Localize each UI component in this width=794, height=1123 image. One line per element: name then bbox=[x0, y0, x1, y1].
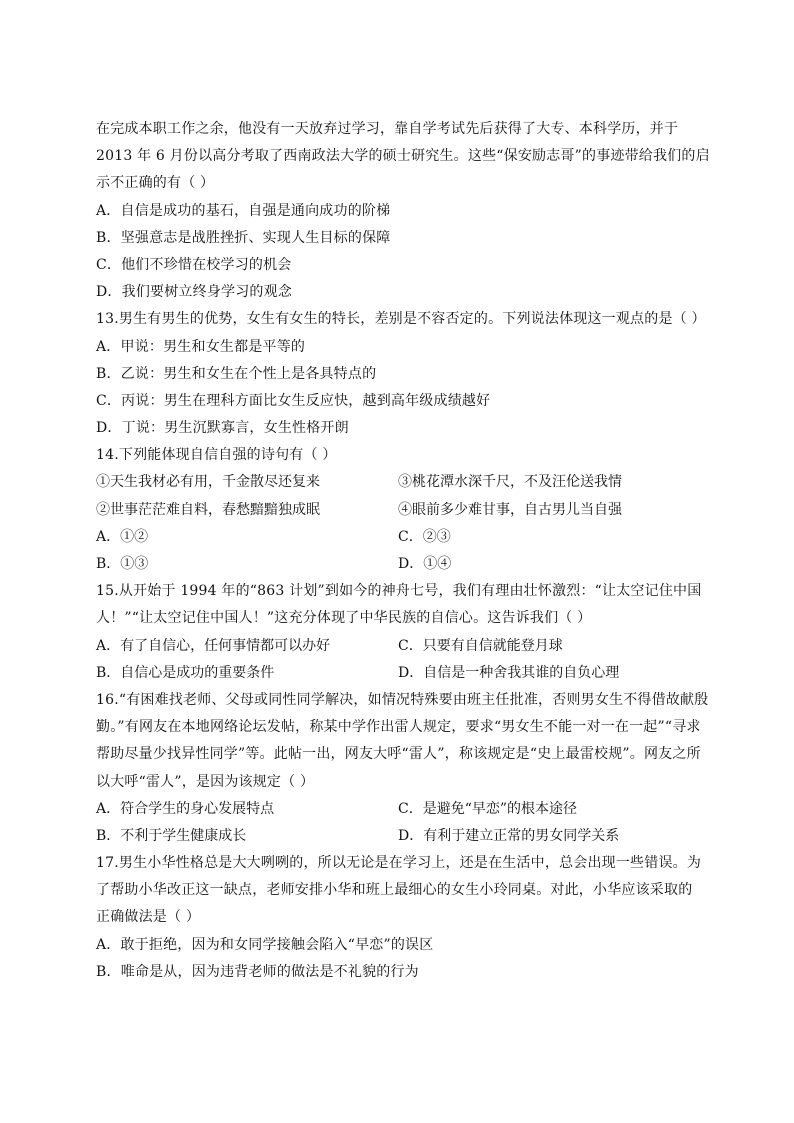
question-stem: 正确做法是（ ） bbox=[96, 909, 201, 926]
option-row bbox=[96, 823, 700, 850]
passage-line: 在完成本职工作之余，他没有一天放弃过学习，靠自学考试先后获得了大专、本科学历，并于 bbox=[96, 121, 679, 137]
poem-line: ③桃花潭水深千尺，不及汪伦送我情 bbox=[398, 474, 622, 491]
poem-row bbox=[96, 469, 700, 496]
question-15 bbox=[96, 578, 700, 687]
option-a: A．自信是成功的基石，自强是通向成功的阶梯 bbox=[96, 202, 391, 219]
option-c: C．只要有自信就能登月球 bbox=[398, 637, 563, 654]
intro-passage bbox=[96, 116, 710, 306]
option-d: D．自信是一种舍我其谁的自负心理 bbox=[398, 664, 620, 681]
question-stem: 14.下列能体现自信自强的诗句有（ ） bbox=[96, 447, 337, 464]
question-stem: 13.男生有男生的优势，女生有女生的特长，差别是不容否定的。下列说法体现这一观点的是（ ） bbox=[96, 311, 706, 328]
option-b: B．不利于学生健康成长 bbox=[96, 827, 247, 844]
question-14 bbox=[96, 442, 700, 578]
option-d: D．丁说：男生沉默寡言，女生性格开朗 bbox=[96, 420, 349, 437]
option-b: B．唯命是从，因为违背老师的做法是不礼貌的行为 bbox=[96, 963, 419, 980]
question-stem: 了帮助小华改正这一缺点，老师安排小华和班上最细心的女生小玲同桌。对此，小华应该采取的 bbox=[96, 882, 693, 899]
option-c: C．他们不珍惜在校学习的机会 bbox=[96, 256, 292, 273]
exam-page bbox=[96, 116, 710, 986]
option-d: D．①④ bbox=[398, 556, 452, 572]
option-row bbox=[96, 660, 700, 687]
option-b: B．①③ bbox=[96, 556, 149, 572]
passage-line: 示不正确的有（ ） bbox=[96, 175, 215, 192]
question-stem: 17.男生小华性格总是大大咧咧的，所以无论是在学习上，还是在生活中，总会出现一些错误。为 bbox=[96, 855, 702, 872]
option-a: A．甲说：男生和女生都是平等的 bbox=[96, 338, 306, 355]
option-d: D．有利于建立正常的男女同学关系 bbox=[398, 827, 620, 844]
poem-row bbox=[96, 497, 700, 524]
option-b: B．坚强意志是战胜挫折、实现人生目标的保障 bbox=[96, 229, 391, 246]
question-stem: 16.“有困难找老师、父母或同性同学解决，如情况特殊要由班主任批准，否则男女生不得借故献殷 bbox=[96, 691, 709, 708]
option-a: A．①② bbox=[96, 528, 149, 545]
option-c: C．丙说：男生在理科方面比女生反应快，越到高年级成绩越好 bbox=[96, 392, 491, 409]
question-16 bbox=[96, 687, 709, 850]
question-stem: 以大呼“雷人”，是因为该规定（ ） bbox=[96, 773, 315, 790]
passage-line: 2013 年 6 月份以高分考取了西南政法大学的硕士研究生。这些“保安励志哥”的事迹带给我们的启 bbox=[96, 148, 710, 165]
question-stem: 15.从开始于 1994 年的“863 计划”到如今的神舟七号，我们有理由壮怀激烈：“让太空记住中国 bbox=[96, 583, 702, 600]
option-a: A．有了自信心，任何事情都可以办好 bbox=[96, 637, 331, 654]
poem-line: ②世事茫茫难自料，春愁黯黯独成眠 bbox=[96, 501, 320, 518]
poem-line: ①天生我材必有用，千金散尽还复来 bbox=[96, 474, 320, 491]
option-a: A．符合学生的身心发展特点 bbox=[96, 800, 275, 817]
question-stem: 人！”“让太空记住中国人！”这充分体现了中华民族的自信心。这告诉我们（ ） bbox=[96, 610, 592, 627]
option-row bbox=[96, 524, 700, 551]
question-17 bbox=[96, 850, 700, 986]
option-d: D．我们要树立终身学习的观念 bbox=[96, 284, 293, 301]
option-a: A．敢于拒绝，因为和女同学接触会陷入“早恋”的误区 bbox=[96, 936, 434, 953]
poem-line: ④眼前多少难甘事，自古男儿当自强 bbox=[398, 501, 622, 518]
option-row bbox=[96, 633, 700, 660]
question-stem: 勤。”有网友在本地网络论坛发帖，称某中学作出雷人规定，要求“男女生不能一对一在一起”“寻求 bbox=[96, 719, 701, 736]
option-row bbox=[96, 796, 700, 823]
option-c: C．是避免“早恋”的根本途径 bbox=[398, 800, 578, 817]
option-c: C．②③ bbox=[398, 528, 451, 545]
option-row bbox=[96, 551, 700, 578]
option-b: B．自信心是成功的重要条件 bbox=[96, 664, 275, 681]
option-b: B．乙说：男生和女生在个性上是各具特点的 bbox=[96, 365, 377, 382]
question-13 bbox=[96, 306, 706, 442]
question-stem: 帮助尽量少找异性同学”等。此帖一出，网友大呼“雷人”，称该规定是“史上最雷校规”。网友之所 bbox=[96, 746, 701, 763]
